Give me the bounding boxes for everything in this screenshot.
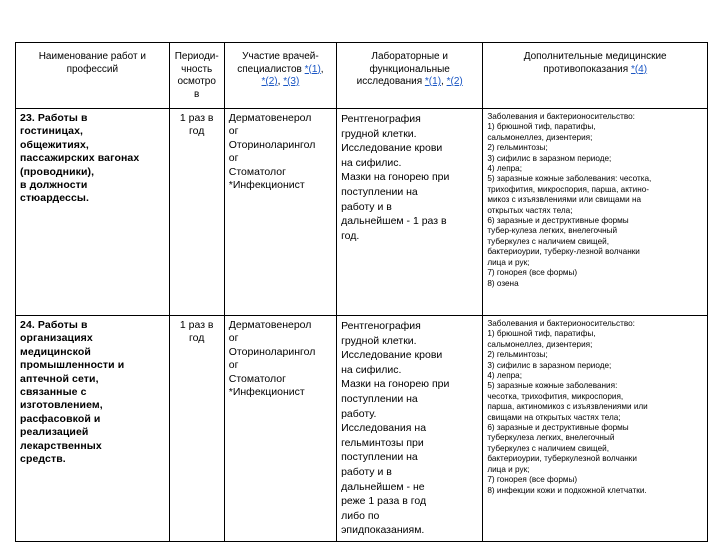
specialists-cell: Дерматовенерол ог Оториноларингол ог Стоматолог *Инфекционист: [224, 109, 336, 316]
footnote-link[interactable]: *(2): [261, 76, 278, 87]
footnote-link[interactable]: *(1): [424, 76, 442, 87]
period-cell: 1 раз в год: [169, 109, 224, 316]
specialists-cell: Дерматовенерол ог Оториноларингол ог Стоматолог *Инфекционист: [224, 316, 336, 542]
header-contraindications: Дополнительные медицинские противопоказания *(4): [483, 43, 708, 109]
footnote-link[interactable]: *(1): [304, 63, 321, 75]
header-specialists: Участие врачей- специалистов *(1), *(2), *(3): [224, 43, 336, 109]
work-cell: 24. Работы в организациях медицинской промышленности и аптечной сети, связанные с изготовлением, расфасовкой и реализацией лекарственных средств.: [16, 316, 170, 542]
period-cell: 1 раз в год: [169, 316, 224, 542]
lab-tests-cell: Рентгенография грудной клетки. Исследование крови на сифилис. Мазки на гонорею при поступлении на работу и в дальнейшем - 1 раз в год.: [337, 109, 483, 316]
lab-tests-cell: Рентгенография грудной клетки. Исследование крови на сифилис. Мазки на гонорею при поступлении на работу. Исследования на гельминтозы при поступлении на работу и в дальнейшем - не реже 1 раза в год либо по эпидпоказаниям.: [337, 316, 483, 542]
table-header-row: [16, 43, 708, 109]
footnote-link[interactable]: *(3): [283, 76, 300, 87]
header-periodicity: Периоди- чность осмотро в: [169, 43, 224, 109]
table-row: [16, 109, 708, 316]
header-lab-tests: Лабораторные и функциональные исследования *(1), *(2): [337, 43, 483, 109]
contraindications-cell: Заболевания и бактерионосительство: 1) брюшной тиф, паратифы, сальмонеллез, дизентерия; 2) гельминтозы; 3) сифилис в заразном периоде; 4) лепра; 5) заразные кожные заболевания: чесотка, трихофития, микроспория, парша, актиномикоз с изъязвлениями или свищами на открытых частях тела; 6) заразные и деструктивные формы туберкулеза легких, внелегочный туберкулез с наличием свищей, бактериоурии, туберкулезной волчанки лица и рук; 7) гонорея (все формы) 8) инфекции кожи и подкожной клетчатки.: [483, 316, 708, 542]
header-works-professions: Наименование работ и профессий: [16, 43, 170, 109]
footnote-link[interactable]: *(2): [446, 76, 463, 87]
table-row: [16, 316, 708, 542]
footnote-link[interactable]: *(4): [630, 63, 648, 75]
work-cell: 23. Работы в гостиницах, общежитиях, пассажирских вагонах (проводники), в должности стюардессы.: [16, 109, 170, 316]
regulations-table: [15, 42, 708, 542]
contraindications-cell: Заболевания и бактерионосительство: 1) брюшной тиф, паратифы, сальмонеллез, дизентерия; 2) гельминтозы; 3) сифилис в заразном периоде; 4) лепра; 5) заразные кожные заболевания: чесотка, трихофития, микроспория, парша, актино- микоз с изъязвлениями или свищами на открытых частях тела; 6) заразные и деструктивные формы тубер-кулеза легких, внелегочный туберкулез с наличием свищей, бактериоурии, туберку-лезной волчанки лица и рук; 7) гонорея (все формы) 8) озена: [483, 109, 708, 316]
